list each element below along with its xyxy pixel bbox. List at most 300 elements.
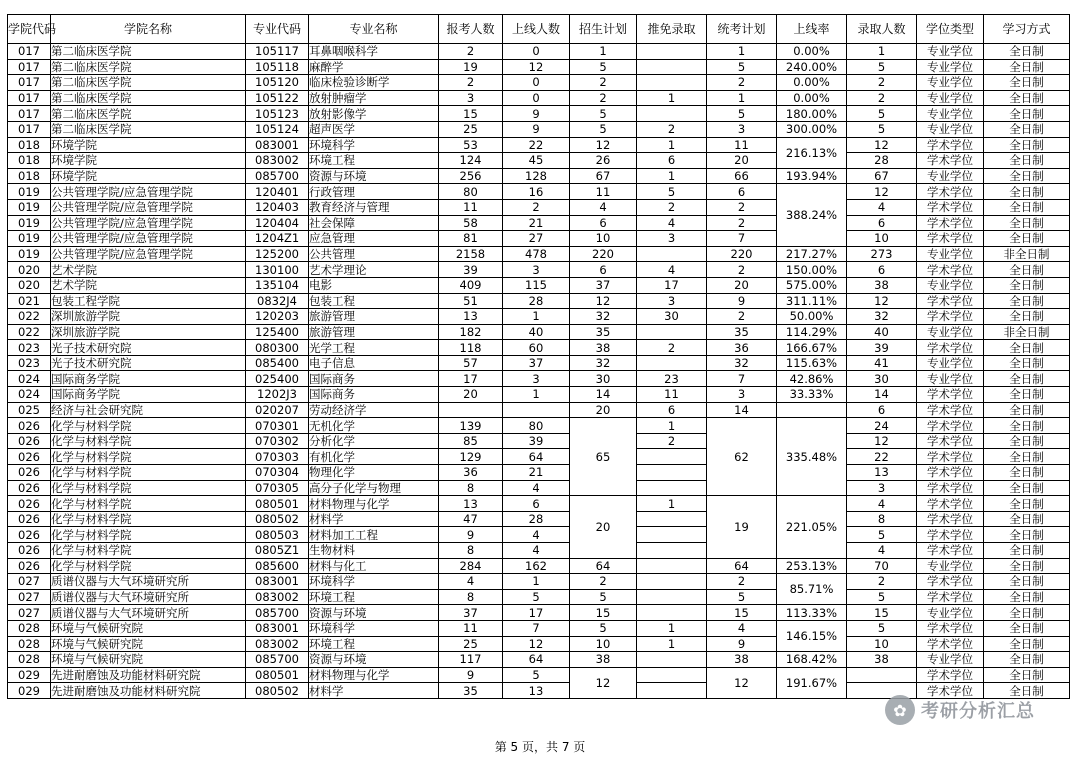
table-cell: 非全日制	[984, 324, 1070, 340]
table-cell: 化学与材料学院	[51, 511, 246, 527]
table-cell: 全日制	[984, 293, 1070, 309]
table-cell: 15	[847, 605, 917, 621]
table-cell: 环境科学	[309, 137, 439, 153]
table-cell: 环境工程	[309, 589, 439, 605]
table-cell: 025	[8, 402, 51, 418]
table-cell: 全日制	[984, 636, 1070, 652]
table-cell: 全日制	[984, 543, 1070, 559]
table-cell: 12	[847, 293, 917, 309]
table-row	[8, 480, 1070, 496]
table-cell: 12	[707, 667, 777, 698]
table-cell: 全日制	[984, 496, 1070, 512]
table-cell: 6	[570, 262, 637, 278]
table-cell: 全日制	[984, 309, 1070, 325]
table-cell: 028	[8, 652, 51, 668]
table-row	[8, 527, 1070, 543]
table-row	[8, 574, 1070, 590]
table-cell: 4	[637, 262, 707, 278]
table-cell: 42.86%	[777, 371, 847, 387]
table-cell: 24	[847, 418, 917, 434]
table-cell	[637, 465, 707, 481]
table-cell: 全日制	[984, 449, 1070, 465]
table-cell: 教育经济与管理	[309, 199, 439, 215]
table-cell: 环境科学	[309, 574, 439, 590]
table-cell: 64	[707, 558, 777, 574]
table-row	[8, 605, 1070, 621]
table-cell: 32	[707, 355, 777, 371]
table-cell: 全日制	[984, 511, 1070, 527]
table-cell: 023	[8, 340, 51, 356]
table-cell: 全日制	[984, 480, 1070, 496]
table-cell: 105120	[246, 75, 309, 91]
table-cell	[439, 402, 503, 418]
table-cell: 38	[847, 277, 917, 293]
table-cell	[637, 324, 707, 340]
table-cell: 25	[439, 121, 503, 137]
admission-table-container	[7, 14, 1070, 699]
table-cell: 129	[439, 449, 503, 465]
table-cell: 1	[503, 309, 570, 325]
table-cell: 080502	[246, 511, 309, 527]
table-cell: 029	[8, 683, 51, 699]
table-cell: 080300	[246, 340, 309, 356]
table-cell: 11	[439, 199, 503, 215]
table-cell: 5	[707, 589, 777, 605]
table-cell: 化学与材料学院	[51, 433, 246, 449]
table-cell: 083002	[246, 153, 309, 169]
table-cell: 学术学位	[917, 215, 984, 231]
table-cell: 162	[503, 558, 570, 574]
table-cell: 39	[439, 262, 503, 278]
table-cell: 81	[439, 231, 503, 247]
table-cell: 4	[707, 620, 777, 636]
table-cell: 9	[439, 527, 503, 543]
table-cell: 193.94%	[777, 168, 847, 184]
table-cell: 028	[8, 636, 51, 652]
table-cell: 019	[8, 231, 51, 247]
table-cell: 学术学位	[917, 636, 984, 652]
table-cell: 全日制	[984, 652, 1070, 668]
table-cell: 学术学位	[917, 620, 984, 636]
table-cell: 070304	[246, 465, 309, 481]
table-cell: 0832J4	[246, 293, 309, 309]
table-cell: 第二临床医学院	[51, 44, 246, 60]
table-cell: 39	[847, 340, 917, 356]
table-cell: 应急管理	[309, 231, 439, 247]
table-cell: 2	[707, 262, 777, 278]
table-cell: 环境工程	[309, 153, 439, 169]
table-cell: 32	[570, 355, 637, 371]
table-cell: 15	[570, 605, 637, 621]
table-cell: 12	[847, 433, 917, 449]
table-cell: 5	[847, 589, 917, 605]
table-row	[8, 558, 1070, 574]
table-cell: 学术学位	[917, 433, 984, 449]
table-cell: 0	[503, 75, 570, 91]
table-cell: 166.67%	[777, 340, 847, 356]
table-cell: 化学与材料学院	[51, 449, 246, 465]
table-cell: 28	[847, 153, 917, 169]
table-cell: 256	[439, 168, 503, 184]
table-cell: 022	[8, 309, 51, 325]
table-cell: 全日制	[984, 44, 1070, 60]
table-cell: 35	[570, 324, 637, 340]
table-row	[8, 667, 1070, 683]
table-cell	[637, 543, 707, 559]
table-cell: 085700	[246, 652, 309, 668]
table-cell: 409	[439, 277, 503, 293]
column-header: 招生计划	[570, 15, 637, 44]
table-cell: 国际商务	[309, 371, 439, 387]
table-cell: 5	[570, 106, 637, 122]
table-cell: 38	[707, 652, 777, 668]
table-cell: 12	[503, 636, 570, 652]
table-cell: 第二临床医学院	[51, 90, 246, 106]
table-cell: 2	[847, 90, 917, 106]
table-cell: 质谱仪器与大气环境研究所	[51, 605, 246, 621]
table-cell: 2	[707, 75, 777, 91]
table-cell: 4	[503, 480, 570, 496]
table-row	[8, 184, 1070, 200]
table-cell: 023	[8, 355, 51, 371]
table-cell: 化学与材料学院	[51, 480, 246, 496]
table-cell: 120404	[246, 215, 309, 231]
table-cell: 材料学	[309, 511, 439, 527]
table-cell: 5	[570, 121, 637, 137]
table-cell: 5	[847, 527, 917, 543]
table-cell: 1	[637, 90, 707, 106]
table-cell: 质谱仪器与大气环境研究所	[51, 589, 246, 605]
table-cell: 9	[503, 121, 570, 137]
table-cell: 2	[637, 340, 707, 356]
column-header: 学位类型	[917, 15, 984, 44]
table-cell: 017	[8, 90, 51, 106]
table-cell: 全日制	[984, 75, 1070, 91]
table-cell: 化学与材料学院	[51, 558, 246, 574]
table-cell: 083002	[246, 636, 309, 652]
table-cell: 1	[847, 44, 917, 60]
table-cell: 高分子化学与物理	[309, 480, 439, 496]
table-cell: 公共管理学院/应急管理学院	[51, 215, 246, 231]
table-cell: 3	[637, 293, 707, 309]
table-cell: 25	[439, 636, 503, 652]
table-cell: 15	[707, 605, 777, 621]
table-cell: 学术学位	[917, 153, 984, 169]
table-cell	[637, 667, 707, 683]
table-cell: 专业学位	[917, 106, 984, 122]
table-row	[8, 589, 1070, 605]
table-cell: 21	[503, 465, 570, 481]
table-cell: 026	[8, 480, 51, 496]
table-cell: 12	[847, 184, 917, 200]
table-cell: 专业学位	[917, 558, 984, 574]
table-cell: 非全日制	[984, 246, 1070, 262]
wechat-icon: ✿	[885, 695, 915, 725]
table-cell: 环境科学	[309, 620, 439, 636]
table-cell: 9	[707, 636, 777, 652]
table-cell: 17	[637, 277, 707, 293]
table-cell	[637, 558, 707, 574]
table-cell: 全日制	[984, 558, 1070, 574]
table-cell: 全日制	[984, 527, 1070, 543]
table-cell: 22	[503, 137, 570, 153]
table-cell: 深圳旅游学院	[51, 309, 246, 325]
table-cell: 128	[503, 168, 570, 184]
table-cell: 公共管理学院/应急管理学院	[51, 246, 246, 262]
table-cell: 光子技术研究院	[51, 340, 246, 356]
table-cell: 材料物理与化学	[309, 667, 439, 683]
table-cell: 135104	[246, 277, 309, 293]
table-cell: 65	[570, 418, 637, 496]
table-cell: 20	[439, 387, 503, 403]
table-cell: 2	[439, 44, 503, 60]
table-cell: 220	[570, 246, 637, 262]
table-cell: 64	[503, 652, 570, 668]
table-cell: 2	[637, 433, 707, 449]
table-cell: 3	[707, 387, 777, 403]
table-cell: 全日制	[984, 402, 1070, 418]
table-cell: 0.00%	[777, 44, 847, 60]
table-cell: 019	[8, 184, 51, 200]
table-cell: 30	[570, 371, 637, 387]
table-cell: 0.00%	[777, 90, 847, 106]
table-cell: 2	[707, 309, 777, 325]
table-cell: 社会保障	[309, 215, 439, 231]
table-cell: 12	[847, 137, 917, 153]
table-cell: 35	[439, 683, 503, 699]
column-header: 学院代码	[8, 15, 51, 44]
table-cell: 第二临床医学院	[51, 106, 246, 122]
table-cell: 全日制	[984, 262, 1070, 278]
table-cell: 专业学位	[917, 59, 984, 75]
table-cell: 材料与化工	[309, 558, 439, 574]
table-cell: 38	[570, 652, 637, 668]
table-cell: 光学工程	[309, 340, 439, 356]
table-cell: 1	[637, 418, 707, 434]
table-cell: 66	[707, 168, 777, 184]
table-cell: 39	[503, 433, 570, 449]
table-cell: 85	[439, 433, 503, 449]
table-cell: 026	[8, 449, 51, 465]
table-cell: 026	[8, 558, 51, 574]
table-cell: 168.42%	[777, 652, 847, 668]
table-cell: 2	[570, 90, 637, 106]
table-cell: 专业学位	[917, 371, 984, 387]
table-row	[8, 199, 1070, 215]
table-cell: 艺术学理论	[309, 262, 439, 278]
table-cell: 5	[637, 184, 707, 200]
table-cell: 专业学位	[917, 90, 984, 106]
table-cell: 7	[503, 620, 570, 636]
table-cell: 083001	[246, 137, 309, 153]
table-cell: 17	[439, 371, 503, 387]
table-cell: 学术学位	[917, 184, 984, 200]
table-cell	[637, 480, 707, 496]
table-cell: 6	[847, 215, 917, 231]
table-cell: 材料物理与化学	[309, 496, 439, 512]
table-row	[8, 449, 1070, 465]
table-cell: 284	[439, 558, 503, 574]
table-cell: 017	[8, 59, 51, 75]
table-cell: 32	[570, 309, 637, 325]
table-cell: 080502	[246, 683, 309, 699]
table-cell: 085600	[246, 558, 309, 574]
table-cell: 临床检验诊断学	[309, 75, 439, 91]
table-cell: 26	[570, 153, 637, 169]
table-cell: 全日制	[984, 90, 1070, 106]
table-cell: 20	[707, 153, 777, 169]
table-cell: 12	[570, 137, 637, 153]
table-cell: 20	[570, 402, 637, 418]
table-cell: 2	[570, 75, 637, 91]
table-cell: 17	[503, 605, 570, 621]
table-cell: 67	[847, 168, 917, 184]
table-cell	[847, 683, 917, 699]
table-cell: 13	[439, 496, 503, 512]
table-cell: 21	[503, 215, 570, 231]
table-cell: 6	[503, 496, 570, 512]
table-cell: 105124	[246, 121, 309, 137]
table-cell: 5	[847, 121, 917, 137]
table-cell: 10	[847, 231, 917, 247]
table-cell: 全日制	[984, 605, 1070, 621]
table-cell: 6	[707, 184, 777, 200]
table-cell: 专业学位	[917, 44, 984, 60]
table-cell: 80	[439, 184, 503, 200]
table-cell: 115	[503, 277, 570, 293]
table-cell: 4	[847, 496, 917, 512]
table-cell: 311.11%	[777, 293, 847, 309]
table-cell: 学术学位	[917, 418, 984, 434]
table-cell: 4	[503, 527, 570, 543]
table-cell: 2158	[439, 246, 503, 262]
table-cell: 第二临床医学院	[51, 75, 246, 91]
table-cell: 029	[8, 667, 51, 683]
table-cell	[637, 44, 707, 60]
table-cell: 38	[570, 340, 637, 356]
table-cell	[637, 574, 707, 590]
table-cell: 学术学位	[917, 527, 984, 543]
table-cell: 5	[707, 106, 777, 122]
table-cell: 学术学位	[917, 465, 984, 481]
table-cell: 学术学位	[917, 199, 984, 215]
table-cell: 5	[570, 59, 637, 75]
table-cell: 包装工程	[309, 293, 439, 309]
column-header: 专业名称	[309, 15, 439, 44]
table-cell: 114.29%	[777, 324, 847, 340]
table-cell	[637, 527, 707, 543]
page-footer: 第 5 页，共 7 页	[494, 740, 586, 754]
table-cell: 40	[503, 324, 570, 340]
table-cell: 180.00%	[777, 106, 847, 122]
table-cell: 10	[570, 231, 637, 247]
table-cell: 学术学位	[917, 589, 984, 605]
table-cell: 电子信息	[309, 355, 439, 371]
table-cell: 117	[439, 652, 503, 668]
table-cell: 学术学位	[917, 543, 984, 559]
table-cell	[503, 402, 570, 418]
table-cell: 37	[503, 355, 570, 371]
table-cell: 13	[847, 465, 917, 481]
table-cell: 019	[8, 246, 51, 262]
table-cell: 劳动经济学	[309, 402, 439, 418]
table-cell: 公共管理学院/应急管理学院	[51, 199, 246, 215]
table-cell: 575.00%	[777, 277, 847, 293]
table-cell: 4	[847, 543, 917, 559]
table-cell: 024	[8, 371, 51, 387]
table-cell: 专业学位	[917, 277, 984, 293]
table-cell: 电影	[309, 277, 439, 293]
column-header: 推免录取	[637, 15, 707, 44]
table-cell: 3	[637, 231, 707, 247]
table-cell: 1	[503, 387, 570, 403]
table-cell: 20	[570, 496, 637, 558]
table-cell: 47	[439, 511, 503, 527]
table-cell: 化学与材料学院	[51, 418, 246, 434]
table-row	[8, 324, 1070, 340]
table-cell: 专业学位	[917, 246, 984, 262]
table-cell: 028	[8, 620, 51, 636]
table-cell: 全日制	[984, 121, 1070, 137]
table-cell: 105123	[246, 106, 309, 122]
table-cell: 67	[570, 168, 637, 184]
table-cell: 4	[570, 199, 637, 215]
table-cell: 150.00%	[777, 262, 847, 278]
table-cell: 资源与环境	[309, 652, 439, 668]
table-cell: 50.00%	[777, 309, 847, 325]
table-cell: 学术学位	[917, 340, 984, 356]
table-cell: 57	[439, 355, 503, 371]
table-cell: 026	[8, 511, 51, 527]
table-cell: 070305	[246, 480, 309, 496]
table-cell: 4	[503, 543, 570, 559]
column-header: 录取人数	[847, 15, 917, 44]
column-header: 上线率	[777, 15, 847, 44]
table-cell: 120401	[246, 184, 309, 200]
table-cell: 1	[637, 496, 707, 512]
table-cell: 1	[570, 44, 637, 60]
table-cell: 学术学位	[917, 480, 984, 496]
table-cell: 全日制	[984, 465, 1070, 481]
table-cell	[637, 355, 707, 371]
table-cell: 14	[570, 387, 637, 403]
table-cell: 2	[847, 75, 917, 91]
table-cell: 学术学位	[917, 496, 984, 512]
table-cell: 质谱仪器与大气环境研究所	[51, 574, 246, 590]
table-cell: 45	[503, 153, 570, 169]
table-cell: 物理化学	[309, 465, 439, 481]
table-cell: 124	[439, 153, 503, 169]
table-cell: 105117	[246, 44, 309, 60]
table-cell: 专业学位	[917, 652, 984, 668]
table-row	[8, 75, 1070, 91]
table-cell: 0	[503, 44, 570, 60]
table-cell: 全日制	[984, 168, 1070, 184]
table-cell: 1	[707, 44, 777, 60]
table-row	[8, 215, 1070, 231]
table-cell: 191.67%	[777, 667, 847, 698]
table-cell: 有机化学	[309, 449, 439, 465]
table-cell: 3	[503, 371, 570, 387]
table-cell: 070303	[246, 449, 309, 465]
table-cell: 12	[570, 667, 637, 698]
table-cell: 第二临床医学院	[51, 121, 246, 137]
table-cell: 2	[707, 199, 777, 215]
table-cell: 材料加工工程	[309, 527, 439, 543]
table-cell: 026	[8, 433, 51, 449]
table-cell: 11	[570, 184, 637, 200]
table-cell: 12	[503, 59, 570, 75]
